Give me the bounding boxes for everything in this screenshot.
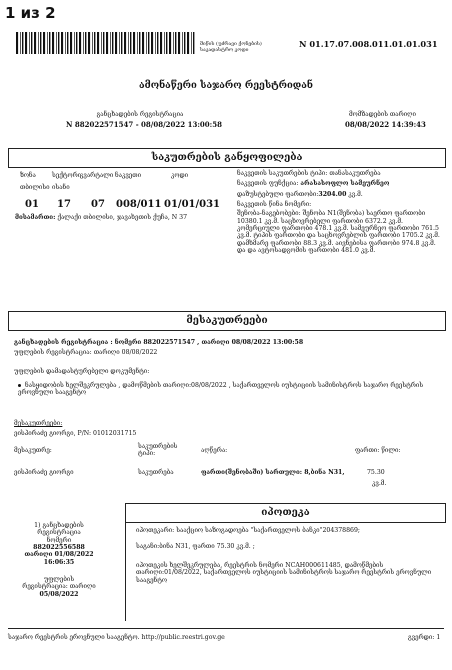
owner-column-header: მესაკუთრე: [14, 447, 52, 454]
issuer-title: ამონაწერი საჯარო რეესტრიდან [139, 80, 313, 91]
property-details [237, 170, 442, 254]
ownership-type-column-header: საკუთრების ტიპი: [138, 443, 178, 458]
area-unit: კვ.მ. [348, 190, 363, 198]
mortgage-left-line-3: 882022556588 [33, 543, 85, 551]
cadastre-quarter-value: 07 [91, 199, 105, 210]
address-line [15, 214, 225, 221]
mortgage-right-date: 05/08/2022 [39, 590, 79, 598]
registration-label: განცხადების რეგისტრაცია [96, 111, 184, 118]
cadastre-sector-value: 17 [57, 199, 71, 210]
owners-registration-line: განცხადების რეგისტრაცია : ნომერი 882022571547 , თარიღი 08/08/2022 13:00:58 [14, 339, 304, 346]
cadastre-header-plot: ნაკვეთი [115, 172, 142, 179]
cadastre-district: ისანი [52, 184, 70, 191]
registration-value: N 882022571547 - 08/08/2022 13:00:58 [66, 120, 222, 129]
share-column-header: ფართი: წილი: [355, 447, 401, 454]
basis-document-text: ნასყიდობის ხელშეკრულება , დამოწმების თარიღი:08/08/2022 , საქართველოს იუსტიციის სამინისტროს საჯარო რეესტრის ეროვნული სააგენტო [18, 382, 424, 397]
mortgage-left-block [14, 522, 104, 598]
cadastre-city: თბილისი [20, 184, 50, 191]
mortgage-left-line-4: თარიღი 01/08/2022 [24, 551, 94, 559]
cadastre-plot-value: 008/011 [116, 199, 162, 210]
cadastre-zone-value: 01 [25, 199, 39, 210]
ownership-type-value: თანასაკუთრება [329, 170, 381, 177]
mortgage-holder: იპოთეკარი: სააქციო საზოგადოება "საქართველოს ბანკი"204378869; [136, 527, 360, 534]
area-label: დაზუსტებული ფართობი: [237, 190, 319, 198]
barcode-caption: მიწის (უძრავი ქონების) საკადასტრო კოდი [200, 41, 262, 53]
footer-agency: საჯარო რეესტრის ეროვნული სააგენტო. http://public.reestri.gov.ge [8, 634, 225, 641]
mortgage-left-line-0: განცხადების [42, 522, 84, 529]
owners-section-title: მესაკუთრეები [8, 311, 446, 331]
owner-row-name: ეისპირაძე გიორგი [14, 469, 74, 476]
mortgage-contract: იპოთეკის ხელშეკრულება, რეესტრის ნომერი NCAH000611485, დამოწმების თარიღი:01/08/2022, საქართველოს იუსტიციის სამინისტროს საჯარო რეესტრის ეროვნული სააგენტო [136, 562, 432, 584]
mortgage-left-line-5: 16:06:35 [43, 558, 75, 566]
cadastre-header-code: კოდი [171, 172, 189, 179]
area-value: 3204.00 [318, 190, 347, 198]
address-label: მისამართი: [15, 214, 56, 221]
owners-value: ეისპირაძე გიორგი, P/N: 01012031715 [14, 430, 137, 437]
basis-document-label: უფლების დამადასტურებელი დოკუმენტი: [14, 368, 150, 375]
mortgage-left-line-2: ნომერი [46, 536, 72, 544]
mortgage-right-date-label-2: რეგისტრაცია: თარიღი [22, 583, 96, 591]
mortgage-section-title: იპოთეკა [125, 503, 446, 523]
mortgage-object: საგანი:ბინა N31, ფართი 75.30 კვ.მ. ; [136, 543, 255, 550]
page-counter-badge: 1 из 2 [5, 4, 56, 22]
document-number: N 01.17.07.008.011.01.01.031 [299, 39, 438, 49]
owner-row-unit: კვ.მ. [372, 480, 387, 487]
cadastre-header-quarter: კვარტალი [80, 172, 114, 179]
mortgage-entry-number: 1) [34, 522, 41, 529]
plot-function-value: არასასოფლო სამეურნეო [300, 180, 390, 188]
prepared-date-value: 08/08/2022 14:39:43 [345, 120, 426, 129]
basis-document-item [18, 382, 443, 397]
cadastre-header-zone: ზონა [20, 172, 36, 179]
prepared-date-label: მომზადების თარიღი [349, 111, 416, 118]
footer-page-number: გვერდი: 1 [408, 634, 441, 641]
owner-row-area: 75.30 [367, 469, 385, 476]
buildings-description: შენობა-ნაგებობები: შენობა N1(შენობა) საერთო ფართობი 10380.1 კვ.მ. საცხოვრებელი ფართობი 6372.2 კვ.მ. კომერციული ფართობი 478.1 კვ.მ. სამეურნეო ფართობი 761.5 კვ.მ. ტიპის ფართობი და საცხოვრებლის ფართობი 1705.2 კვ.მ. დამხმარე ფართობი 88.3 კვ.მ. აივნებისა ფართობი 974.8 კვ.მ. და და ავტოსადგომის ფართობი 481.0 კვ.მ. [237, 210, 440, 254]
owner-row-type: საკუთრება [138, 469, 174, 476]
owners-label: მესაკუთრეები: [14, 420, 63, 427]
cadastre-header-sector: სექტორი [52, 172, 82, 179]
owner-row-description: ფართი(შენობაში) სართული: 8,ბინა N31, [201, 469, 345, 476]
plot-function-label: ნაკვეთის ფუნქცია: [237, 180, 299, 188]
ownership-type-label: ნაკვეთის საკუთრების ტიპი: [237, 170, 328, 177]
bullet-icon [18, 384, 21, 387]
barcode-image [16, 32, 196, 54]
cadastre-code-value: 01/01/031 [164, 199, 221, 210]
ownership-section-title: საკუთრების განყოფილება [8, 148, 446, 168]
description-column-header: აღწერა: [201, 447, 228, 454]
mortgage-right-date-label: უფლების [43, 575, 75, 583]
address-value: ქალაქი თბილისი, ჯავახეთის ქუჩა, N 37 [57, 214, 188, 221]
previous-number-label: ნაკვეთის წინა ნომერი: [237, 200, 312, 208]
right-registration-line: უფლების რეგისტრაცია: თარიღი 08/08/2022 [14, 349, 158, 356]
mortgage-left-line-1: რეგისტრაცია [37, 529, 81, 537]
